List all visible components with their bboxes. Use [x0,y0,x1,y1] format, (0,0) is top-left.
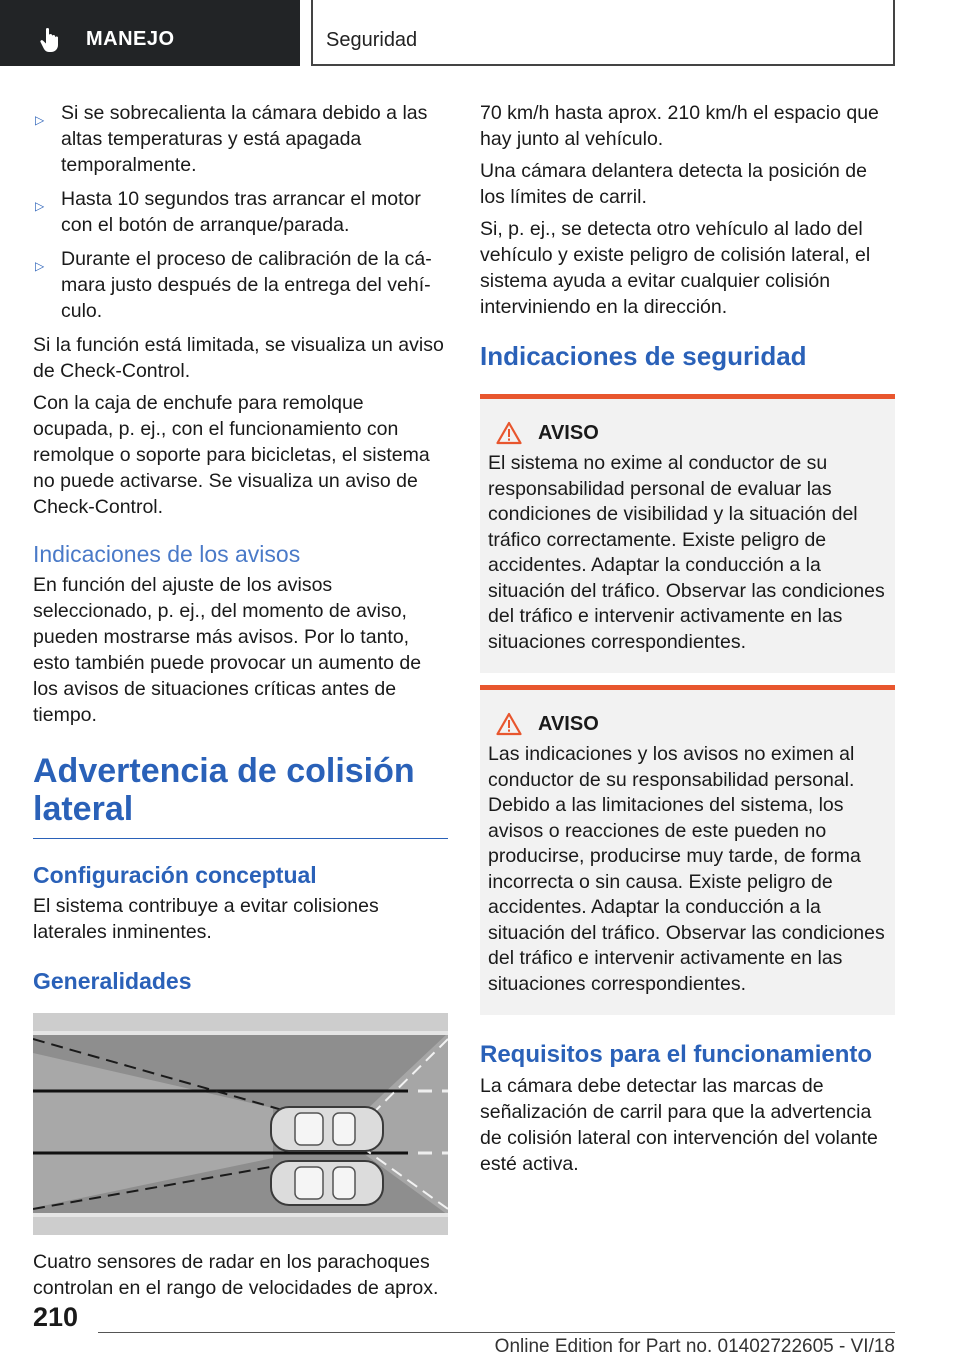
paragraph-avisos: En función del ajuste de los avisos seleccionado, p. ej., del momento de aviso, pueden mostrarse más avisos. Por lo tanto, esto también puede provocar un aumento de los avisos de situaciones críticas antes de tiempo. [33,574,422,726]
warning-triangle-icon [496,421,522,445]
paragraph-config: El sistema contribuye a evitar colisiones laterales inminentes. [33,895,379,943]
edition-label: Online Edition for Part no. 01402722605 - VI/18 [494,1336,895,1357]
paragraph-requisitos: La cámara debe detectar las marcas de señalización de carril para que la advertencia de colisión lateral con intervención del volante esté activa. [480,1075,878,1175]
heading-config: Configuración conceptual [33,862,317,888]
warning-title: AVISO [538,712,599,735]
chapter-tab-label: MANEJO [86,28,175,50]
limitation-bullet-list [33,100,448,324]
heading-requisitos: Requisitos para el funcionamiento [480,1041,873,1068]
warning-text: El sistema no exime al conductor de su responsabilidad personal de evaluar las condiciones de visibilidad y la situación del tráfico correctamente. Existe peligro de accidentes. Adaptar la conducción a la situación del tráfico. Observar las condiciones del tráfico e intervenir activamente en las situaciones correspondientes. [488,452,885,653]
section-tab-label: Seguridad [326,29,418,51]
lateral-collision-illustration [33,1013,448,1235]
paragraph-limited: Si la función está limitada, se visualiza un aviso de Check-Control. [33,334,444,382]
warning-box [480,685,895,1015]
paragraph-trailer: Con la caja de enchufe para remolque ocupada, p. ej., con el funcionamiento con remolque o soporte para bicicletas, el sistema no puede activarse. Se visualiza un aviso de Check-Control. [33,392,430,518]
warning-triangle-icon [496,712,522,736]
paragraph-speed: 70 km/h hasta aprox. 210 km/h el espacio que hay junto al vehículo. [480,102,879,150]
bullet-item: ▷ Hasta 10 segundos tras arrancar el motor con el botón de arranque/parada. [35,188,421,236]
warning-box [480,394,895,673]
triangle-bullet-icon: ▷ [35,199,45,213]
page-header [0,0,960,66]
bullet-item: ▷ Durante el proceso de calibración de la cámara justo después de la entrega del vehículo. [35,248,432,322]
page-footer [0,1296,960,1362]
paragraph-detect: Si, p. ej., se detecta otro vehículo al lado del vehículo y existe peligro de colisión lateral, el sistema ayuda a evitar cualquier colisión interviniendo en la dirección. [480,218,871,318]
warning-title: AVISO [538,421,599,444]
road-radar-diagram [33,1013,448,1235]
bullet-item: ▷ Si se sobrecalienta la cámara debido a las altas temperaturas y está apagada temporalmente. [35,102,428,176]
triangle-bullet-icon: ▷ [35,259,45,273]
heading-avisos: Indicaciones de los avisos [33,541,301,567]
right-column [480,100,895,1183]
triangle-bullet-icon: ▷ [35,113,45,127]
hand-pointer-icon [38,26,66,54]
page-number: 210 [33,1302,79,1332]
heading-general: Generalidades [33,968,192,994]
section-tab[interactable] [311,0,895,66]
chapter-title: Advertencia de colisión lateral [33,752,448,839]
paragraph-camera: Una cámara delantera detecta la posición de los límites de carril. [480,160,867,208]
footer-divider [98,1332,895,1333]
figure-caption: Cuatro sensores de radar en los parachoques controlan en el rango de velocidades de aprox. [33,1251,439,1299]
left-column [33,100,448,1307]
warning-text: Las indicaciones y los avisos no eximen al conductor de su responsabilidad personal. Debido a las limitaciones del sistema, los avisos o reacciones de este pueden no producirse, producirse muy tarde, de forma incorrecta o sin causa. Existe peligro de accidentes. Adaptar la conducción a la situación del tráfico. Observar las condiciones del tráfico e intervenir activamente en las situaciones correspondientes. [488,743,885,995]
heading-safety: Indicaciones de seguridad [480,341,807,371]
chapter-tab[interactable] [0,0,300,66]
